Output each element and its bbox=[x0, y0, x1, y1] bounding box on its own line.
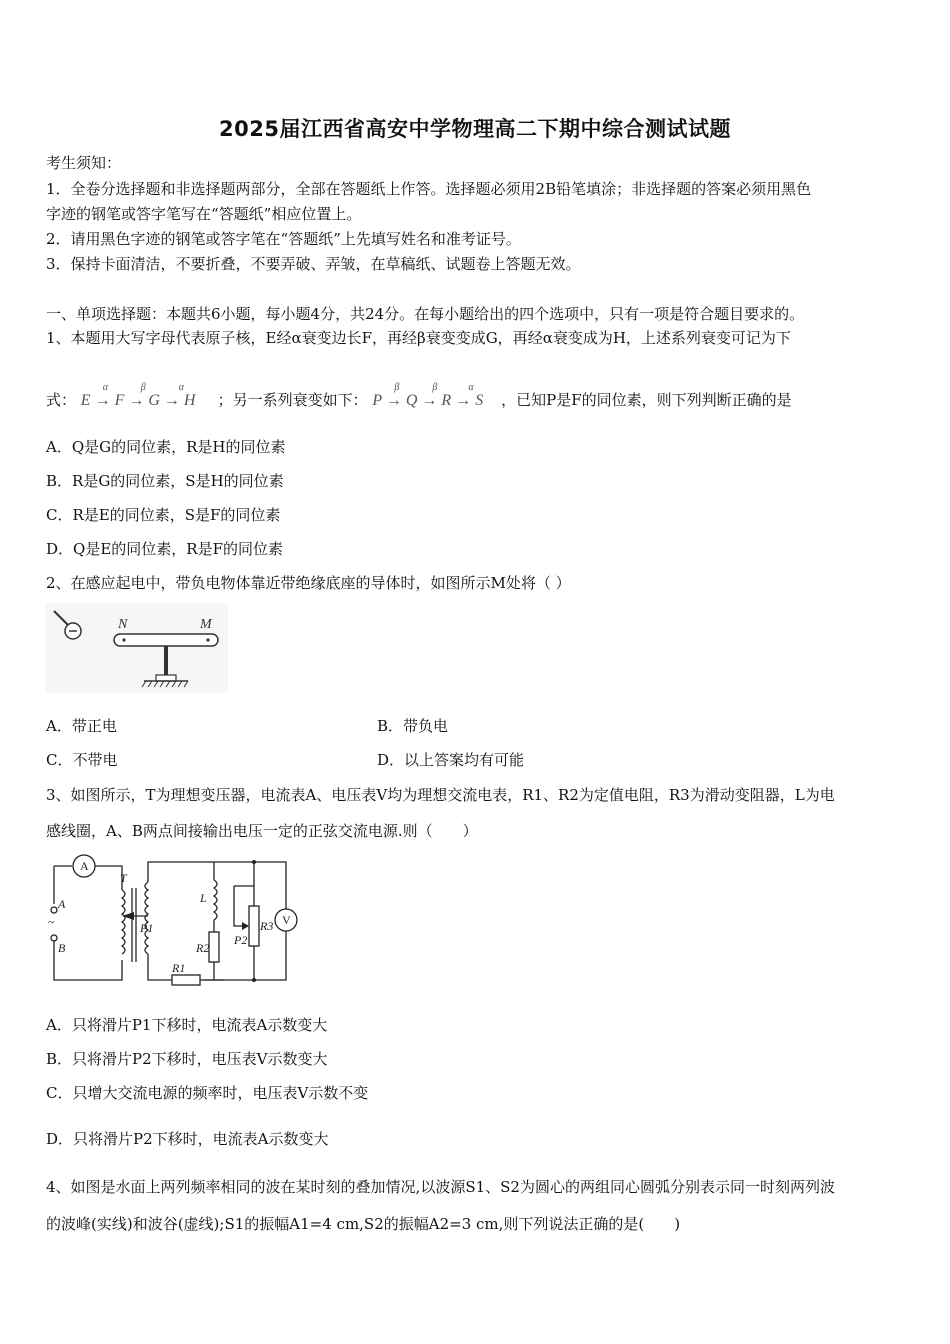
node-dot-1 bbox=[252, 860, 256, 864]
label-l: L bbox=[200, 891, 207, 905]
ammeter-label: A bbox=[80, 859, 89, 873]
label-t: T bbox=[120, 871, 127, 885]
node-dot-2 bbox=[252, 978, 256, 982]
q4-stem-line2: 的波峰(实线)和波谷(虚线);S1的振幅A1=4 cm,S2的振幅A2=3 cm,则下列说法正确的是( ) bbox=[46, 1215, 681, 1233]
section-heading: 一、单项选择题：本题共6小题，每小题4分，共24分。在每小题给出的四个选项中，只有一项是符合题目要求的。 bbox=[46, 305, 805, 323]
q3-option-b: B．只将滑片P2下移时，电压表V示数变大 bbox=[46, 1050, 328, 1068]
label-a: A bbox=[58, 897, 66, 911]
q1-suffix: ，已知P是F的同位素，则下列判断正确的是 bbox=[501, 391, 792, 409]
resistor-r2 bbox=[209, 932, 219, 962]
primary-coil bbox=[122, 890, 125, 954]
secondary-coil bbox=[145, 882, 148, 954]
resistor-r3 bbox=[249, 906, 259, 946]
q2-stem: 2、在感应起电中，带负电物体靠近带绝缘底座的导体时，如图所示M处将（ ） bbox=[46, 574, 571, 592]
q3-stem-line2: 感线圈，A、B两点间接输出电压一定的正弦交流电源.则（ ） bbox=[46, 822, 478, 840]
label-r1: R1 bbox=[172, 961, 186, 975]
decay-chain-1 bbox=[80, 382, 213, 410]
label-r3: R3 bbox=[260, 919, 274, 933]
q2-option-a: A．带正电 bbox=[46, 717, 117, 735]
wire-secondary-bottom bbox=[148, 954, 172, 980]
label-m: M bbox=[200, 617, 212, 632]
terminal-a bbox=[51, 907, 57, 913]
decay-chain-1-label-3: α bbox=[178, 382, 185, 393]
label-p1: P1 bbox=[140, 921, 154, 935]
wire-slider-p2 bbox=[234, 886, 248, 926]
ac-source-icon: ~ bbox=[48, 915, 55, 929]
decay-chain-2-text: P → Q → R → S bbox=[372, 392, 484, 409]
q3-option-a: A．只将滑片P1下移时，电流表A示数变大 bbox=[46, 1016, 328, 1034]
wire-top-primary bbox=[95, 866, 122, 890]
wire-r3-top bbox=[234, 886, 254, 906]
q2-option-c: C．不带电 bbox=[46, 751, 118, 769]
q1-prefix: 式： bbox=[46, 391, 77, 409]
decay-chain-2 bbox=[372, 382, 496, 410]
q1-mid: ；另一系列衰变如下： bbox=[217, 391, 368, 409]
voltmeter-label: V bbox=[282, 913, 291, 927]
decay-chain-2-label-3: α bbox=[468, 382, 474, 393]
page-title: 2025届江西省高安中学物理高二下期中综合测试试题 bbox=[219, 117, 731, 141]
notice-item-1-cont: 字迹的钢笔或答字笔写在“答题纸”相应位置上。 bbox=[46, 205, 362, 223]
q3-stem: 3、如图所示，T为理想变压器，电流表A、电压表V均为理想交流电表，R1、R2为定值电阻，R3为滑动变阻器，L为电 bbox=[46, 786, 835, 804]
slider-p2-arrow bbox=[242, 922, 249, 930]
end-m-dot bbox=[206, 638, 209, 641]
q3-option-c: C．只增大交流电源的频率时，电压表V示数不变 bbox=[46, 1084, 369, 1102]
q1-option-c: C．R是E的同位素，S是F的同位素 bbox=[46, 506, 281, 524]
q4-stem: 4、如图是水面上两列频率相同的波在某时刻的叠加情况,以波源S1、S2为圆心的两组同心圆弧分别表示同一时刻两列波 bbox=[46, 1178, 835, 1196]
label-p2: P2 bbox=[234, 933, 248, 947]
label-b: B bbox=[58, 941, 66, 955]
resistor-r1 bbox=[172, 975, 200, 985]
decay-chain-1-label-1: α bbox=[102, 382, 109, 393]
end-n-dot bbox=[122, 638, 125, 641]
decay-chain-2-label-1: β bbox=[394, 382, 400, 393]
notice-item-1: 1．全卷分选择题和非选择题两部分，全部在答题纸上作答。选择题必须用2B铅笔填涂；非选择题的答案必须用黑色 bbox=[46, 180, 812, 198]
q2-option-d: D．以上答案均有可能 bbox=[377, 751, 525, 769]
q2-option-b: B．带负电 bbox=[377, 717, 449, 735]
decay-chain-1-text: E → F → G → H bbox=[80, 392, 196, 409]
notice-heading: 考生须知： bbox=[46, 154, 122, 172]
notice-item-2: 2．请用黑色字迹的钢笔或答字笔在“答题纸”上先填写姓名和准考证号。 bbox=[46, 230, 521, 248]
conductor-bar bbox=[114, 634, 218, 646]
stand-base bbox=[156, 675, 176, 681]
label-r2: R2 bbox=[196, 941, 210, 955]
terminal-b bbox=[51, 935, 57, 941]
notice-item-3: 3．保持卡面清洁，不要折叠，不要弄破、弄皱，在草稿纸、试题卷上答题无效。 bbox=[46, 255, 581, 273]
q2-figure-conductor bbox=[46, 603, 228, 693]
q3-figure-transformer-circuit bbox=[44, 852, 306, 992]
q1-stem-line2 bbox=[46, 382, 792, 410]
decay-chain-1-label-2: β bbox=[140, 382, 146, 393]
decay-chain-2-label-2: β bbox=[432, 382, 438, 393]
q1-option-a: A．Q是G的同位素，R是H的同位素 bbox=[46, 438, 286, 456]
inductor-l bbox=[214, 880, 217, 920]
q3-option-d: D．只将滑片P2下移时，电流表A示数变大 bbox=[46, 1130, 329, 1148]
label-n: N bbox=[118, 617, 128, 632]
q1-stem: 1、本题用大写字母代表原子核，E经α衰变边长F，再经β衰变变成G，再经α衰变成为H，上述系列衰变可记为下 bbox=[46, 329, 791, 347]
q1-option-b: B．R是G的同位素，S是H的同位素 bbox=[46, 472, 284, 490]
q1-option-d: D．Q是E的同位素，R是F的同位素 bbox=[46, 540, 283, 558]
